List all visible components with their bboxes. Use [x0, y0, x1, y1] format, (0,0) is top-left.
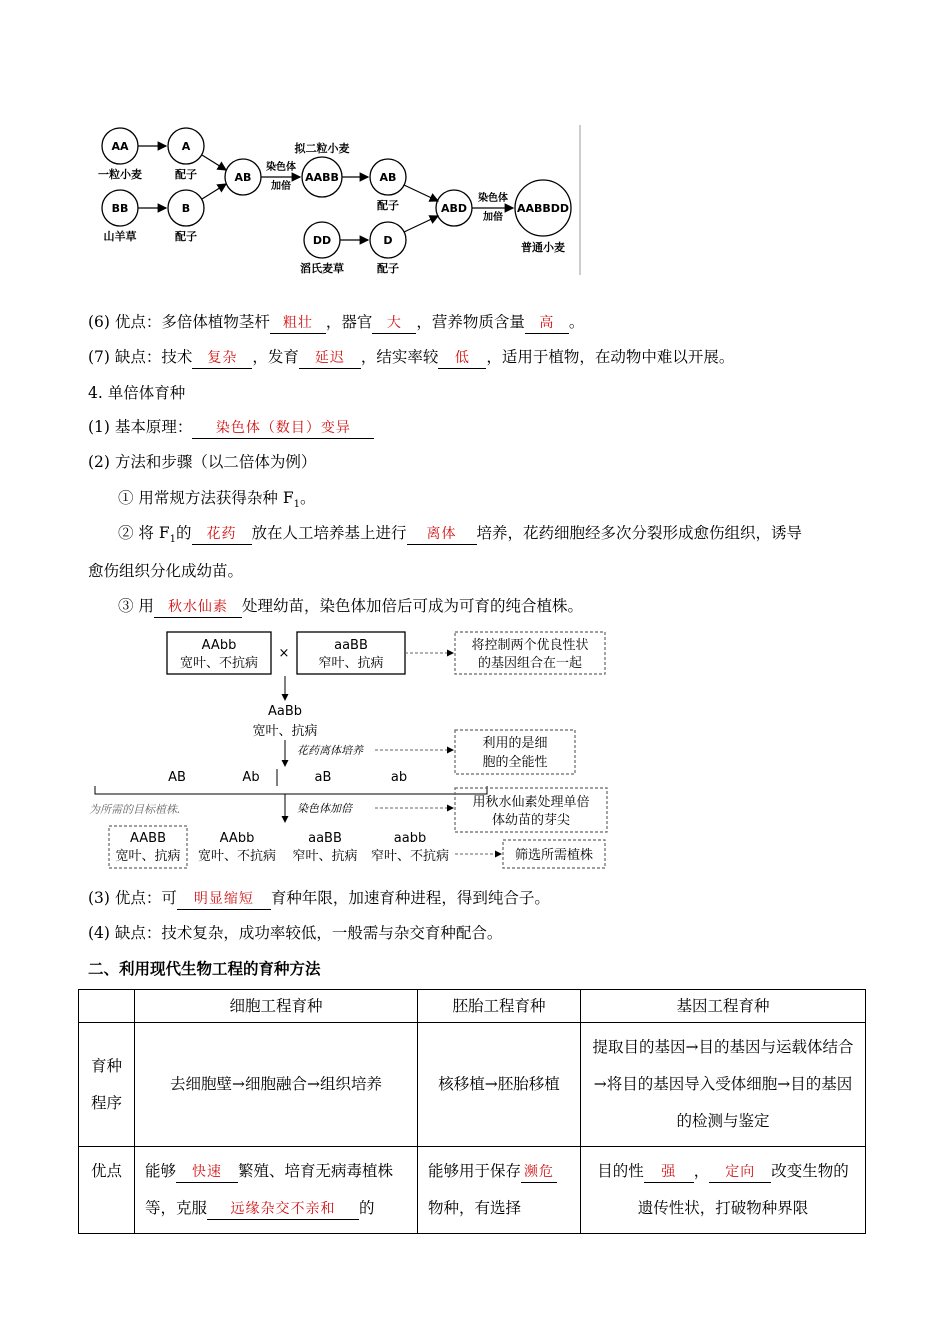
subscript: 1	[169, 534, 176, 546]
answer-blank: 定向	[709, 1162, 771, 1183]
text: 。	[568, 313, 585, 331]
answer-blank: 远缘杂交不亲和	[207, 1199, 359, 1220]
node-b: B	[181, 202, 191, 215]
gamete-ab-lower: ab	[390, 770, 408, 785]
step-2-cont: 愈伤组织分化成幼苗。	[88, 562, 244, 580]
bioengineering-table	[78, 989, 866, 1234]
answer-blank: 濒危	[521, 1162, 557, 1183]
answer-blank: 秋水仙素	[154, 597, 242, 618]
text: 目的性	[597, 1162, 644, 1180]
answer-blank: 明显缩短	[177, 889, 271, 910]
section-heading-4: 4. 单倍体育种	[88, 384, 186, 402]
text: ② 将 F	[118, 524, 170, 542]
disadvantage-line-4: (4) 缺点：技术复杂，成功率较低，一般需与杂交育种配合。	[88, 924, 503, 942]
disadvantage-line-7	[88, 347, 734, 369]
result4-phenotype: 窄叶、不抗病	[370, 849, 450, 864]
node-ab2: AB	[379, 171, 397, 184]
label-ranse2: 染色体	[478, 193, 508, 204]
text: 的	[175, 524, 192, 542]
haploid-breeding-diagram	[85, 626, 615, 874]
label-ranse1: 染色体	[266, 162, 296, 173]
node-aabb: AABB	[305, 171, 339, 184]
label-shanyang: 山羊草	[103, 230, 137, 243]
text: 能够	[145, 1162, 177, 1180]
text: (7) 缺点：技术	[88, 348, 193, 366]
table-header-row	[79, 990, 866, 1023]
step-double: 染色体加倍	[297, 802, 352, 815]
f1-genotype: AaBb	[267, 704, 303, 719]
cell-procedure-1: 去细胞壁→细胞融合→组织培养	[135, 1023, 418, 1147]
text: (1) 基本原理：	[88, 418, 193, 436]
label-jiabei1: 加倍	[271, 181, 291, 192]
cell-procedure-2: 核移植→胚胎移植	[418, 1023, 581, 1147]
note-combine-2: 的基因组合在一起	[477, 656, 583, 671]
answer-blank: 染色体（数目）变异	[192, 418, 374, 439]
note-colchicine-2: 体幼苗的芽尖	[491, 813, 571, 828]
text: 的	[359, 1199, 375, 1217]
text: 放在人工培养基上进行	[251, 524, 407, 542]
step-1	[118, 488, 316, 515]
text: ，结实率较	[360, 348, 439, 366]
header-cell-engineering: 细胞工程育种	[135, 990, 418, 1023]
result1-genotype: AABB	[130, 831, 166, 846]
result3-phenotype: 窄叶、抗病	[292, 849, 358, 864]
text: ，	[693, 1162, 710, 1180]
text: 培养，花药细胞经多次分裂形成愈伤组织，诱导	[476, 524, 803, 542]
cross-sign: ×	[278, 646, 290, 661]
row-label-procedure: 育种程序	[79, 1023, 135, 1147]
text: 繁殖、培育无病毒植株等，克服	[145, 1162, 394, 1217]
text: 育种年限，加速育种进程，得到纯合子。	[270, 889, 550, 907]
advantage-line-3	[88, 888, 550, 910]
cell-advantage-2	[418, 1147, 581, 1234]
answer-blank: 强	[644, 1162, 694, 1183]
gamete-ab-mixed: Ab	[242, 770, 260, 785]
label-peizi-d: 配子	[377, 262, 399, 275]
text: 改变生物的遗传性状，打破物种界限	[637, 1162, 849, 1217]
parent2-genotype: aaBB	[334, 638, 368, 653]
label-peizi-ab: 配子	[377, 199, 399, 212]
note-colchicine-1: 用秋水仙素处理单倍	[472, 795, 590, 810]
node-d: D	[383, 234, 393, 247]
text: 处理幼苗，染色体加倍后可成为可育的纯合植株。	[241, 597, 583, 615]
node-ab1: AB	[234, 171, 252, 184]
note-totipotency-2: 胞的全能性	[482, 755, 548, 770]
table-row-procedure	[79, 1023, 866, 1147]
label-putong: 普通小麦	[521, 241, 565, 254]
answer-blank: 高	[525, 313, 569, 334]
text: ，营养物质含量	[416, 313, 525, 331]
node-dd: DD	[312, 234, 332, 247]
step-3	[118, 596, 583, 618]
answer-blank: 低	[438, 348, 486, 369]
cell-advantage-3	[581, 1147, 866, 1234]
label-jiabei2: 加倍	[483, 212, 503, 223]
cell-procedure-3: 提取目的基因→目的基因与运载体结合→将目的基因导入受体细胞→目的基因的检测与鉴定	[581, 1023, 866, 1147]
text: ，适用于植物，在动物中难以开展。	[486, 348, 735, 366]
result1-phenotype: 宽叶、抗病	[115, 849, 181, 864]
note-totipotency-1: 利用的是细	[482, 736, 548, 751]
handwritten-note: 为所需的目标植株.	[89, 803, 181, 816]
label-yili: 一粒小麦	[98, 168, 142, 181]
header-gene-engineering: 基因工程育种	[581, 990, 866, 1023]
gamete-ab-upper: AB	[168, 770, 186, 785]
label-peizi-a: 配子	[175, 168, 197, 181]
gamete-ab-lower-upper: aB	[314, 770, 332, 785]
answer-blank: 粗壮	[270, 313, 326, 334]
node-aabbdd: AABBDD	[516, 202, 570, 215]
text: ① 用常规方法获得杂种 F	[118, 489, 294, 507]
answer-blank: 复杂	[192, 348, 252, 369]
advantage-line-6	[88, 312, 584, 334]
table-row-advantage	[79, 1147, 866, 1234]
text: (3) 优点：可	[88, 889, 177, 907]
section-heading-2: 二、利用现代生物工程的育种方法	[88, 959, 321, 978]
step-2	[118, 523, 802, 550]
result2-phenotype: 宽叶、不抗病	[197, 849, 277, 864]
text: (6) 优点：多倍体植物茎杆	[88, 313, 270, 331]
f1-phenotype: 宽叶、抗病	[252, 724, 318, 739]
parent2-phenotype: 窄叶、抗病	[318, 656, 384, 671]
method-line: (2) 方法和步骤（以二倍体为例）	[88, 453, 317, 471]
text: 。	[300, 489, 316, 507]
note-combine-1: 将控制两个优良性状	[471, 638, 589, 653]
step-anther-culture: 花药离体培养	[297, 744, 363, 757]
text: ，发育	[252, 348, 299, 366]
text: ，器官	[325, 313, 373, 331]
label-peizi-b: 配子	[175, 230, 197, 243]
cell-advantage-1	[135, 1147, 418, 1234]
result3-genotype: aaBB	[308, 831, 342, 846]
text: 能够用于保存	[428, 1162, 522, 1180]
row-label-advantage: 优点	[79, 1147, 135, 1234]
text: 物种，有选择	[428, 1199, 522, 1217]
parent1-phenotype: 宽叶、不抗病	[179, 656, 259, 671]
answer-blank: 花药	[192, 524, 252, 545]
answer-blank: 延迟	[299, 348, 361, 369]
node-abd: ABD	[440, 202, 468, 215]
header-empty	[79, 990, 135, 1023]
answer-blank: 离体	[407, 524, 477, 545]
result4-genotype: aabb	[393, 831, 427, 846]
node-bb: BB	[111, 202, 129, 215]
node-a: A	[181, 140, 191, 153]
node-aa: AA	[111, 140, 129, 153]
label-nierli: 拟二粒小麦	[294, 142, 350, 155]
polyploid-wheat-diagram	[88, 120, 588, 280]
result2-genotype: AAbb	[219, 831, 255, 846]
note-screen: 筛选所需植株	[514, 848, 594, 863]
parent1-genotype: AAbb	[201, 638, 237, 653]
header-embryo-engineering: 胚胎工程育种	[418, 990, 581, 1023]
subscript: 1	[293, 499, 300, 511]
text: ③ 用	[118, 597, 154, 615]
answer-blank: 快速	[176, 1162, 238, 1183]
principle-line	[88, 417, 374, 439]
label-taoshi: 滔氏麦草	[300, 262, 344, 275]
answer-blank: 大	[372, 313, 416, 334]
